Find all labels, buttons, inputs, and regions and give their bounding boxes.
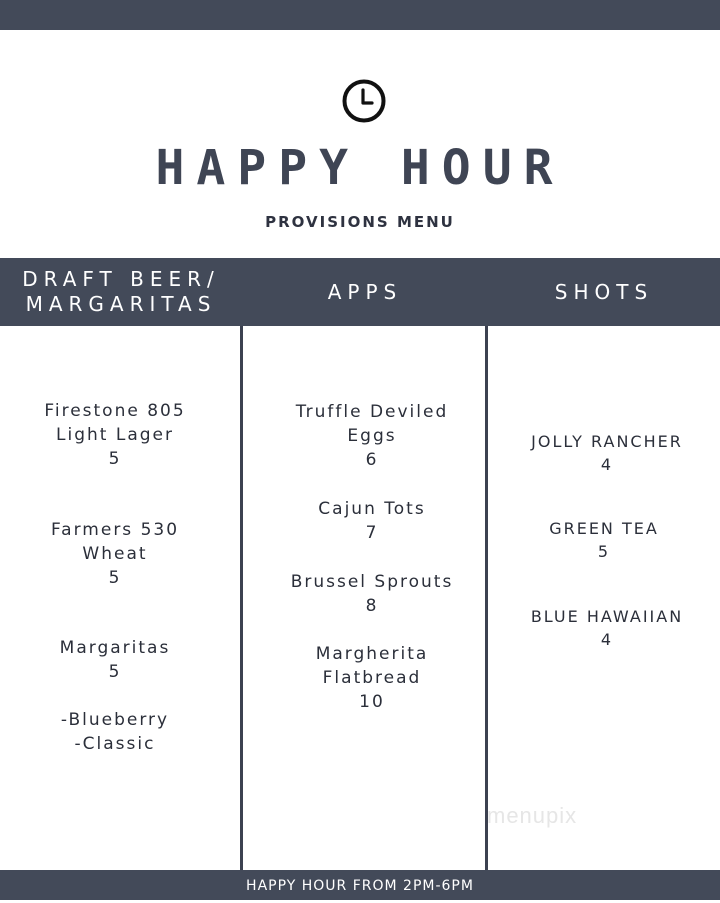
- menu-item-name: GREEN TEA: [549, 519, 659, 538]
- heading-draft-line1: DRAFT BEER/: [22, 267, 220, 291]
- menu-item: [488, 605, 720, 651]
- menu-item: [243, 497, 501, 545]
- menu-item-name: BLUE HAWAIIAN: [530, 607, 684, 626]
- margarita-flavors: [0, 708, 230, 756]
- menu-item: [243, 570, 501, 618]
- menu-item: [488, 517, 720, 563]
- menu-item: [0, 636, 230, 684]
- menu-item-price: 10: [359, 692, 385, 712]
- menu-item-price: 5: [597, 542, 611, 561]
- menu-item-price: 5: [108, 568, 122, 588]
- watermark: menupix: [487, 803, 578, 828]
- clock-icon: [341, 78, 387, 124]
- menu-item-name: Firestone 805: [44, 401, 186, 421]
- heading-apps-label: APPS: [327, 279, 403, 304]
- menu-item: [0, 518, 230, 590]
- menu-item-price: 4: [600, 455, 614, 474]
- menu-item-name: Margherita: [315, 644, 429, 664]
- menu-item-price: 4: [600, 630, 614, 649]
- menu-item-price: 7: [365, 523, 379, 543]
- menu-item-name: Margaritas: [59, 638, 171, 658]
- menu-item-name: Wheat: [82, 544, 148, 564]
- menu-item-name: Farmers 530: [50, 520, 180, 540]
- menu-item-name: Truffle Deviled: [295, 402, 449, 422]
- heading-draft: [0, 258, 242, 326]
- menu-item-name: Cajun Tots: [318, 499, 426, 519]
- heading-draft-line2: MARGARITAS: [25, 292, 217, 316]
- menu-item: [488, 430, 720, 476]
- menu-item-name: Light Lager: [56, 425, 174, 445]
- menu-item-price: 5: [108, 662, 122, 682]
- flavor-item: -Classic: [74, 734, 156, 754]
- menu-item-name: Flatbread: [322, 668, 422, 688]
- menu-item-price: 8: [365, 596, 379, 616]
- menu-item: [0, 399, 230, 471]
- top-bar: [0, 0, 720, 30]
- page-subtitle: PROVISIONS MENU: [265, 213, 455, 231]
- heading-shots: [488, 258, 720, 326]
- menu-item-name: JOLLY RANCHER: [531, 432, 683, 451]
- page-title: HAPPY HOUR: [155, 140, 565, 196]
- menu-item: [243, 400, 501, 472]
- menu-item-price: 6: [365, 450, 379, 470]
- footer-bar: HAPPY HOUR FROM 2PM-6PM: [0, 870, 720, 900]
- flavor-item: -Blueberry: [60, 710, 170, 730]
- menu-item: [243, 642, 501, 714]
- menu-item-name: Brussel Sprouts: [290, 572, 454, 592]
- heading-apps: [243, 258, 487, 326]
- menu-item-name: Eggs: [347, 426, 397, 446]
- menu-item-price: 5: [108, 449, 122, 469]
- heading-shots-label: SHOTS: [554, 279, 654, 304]
